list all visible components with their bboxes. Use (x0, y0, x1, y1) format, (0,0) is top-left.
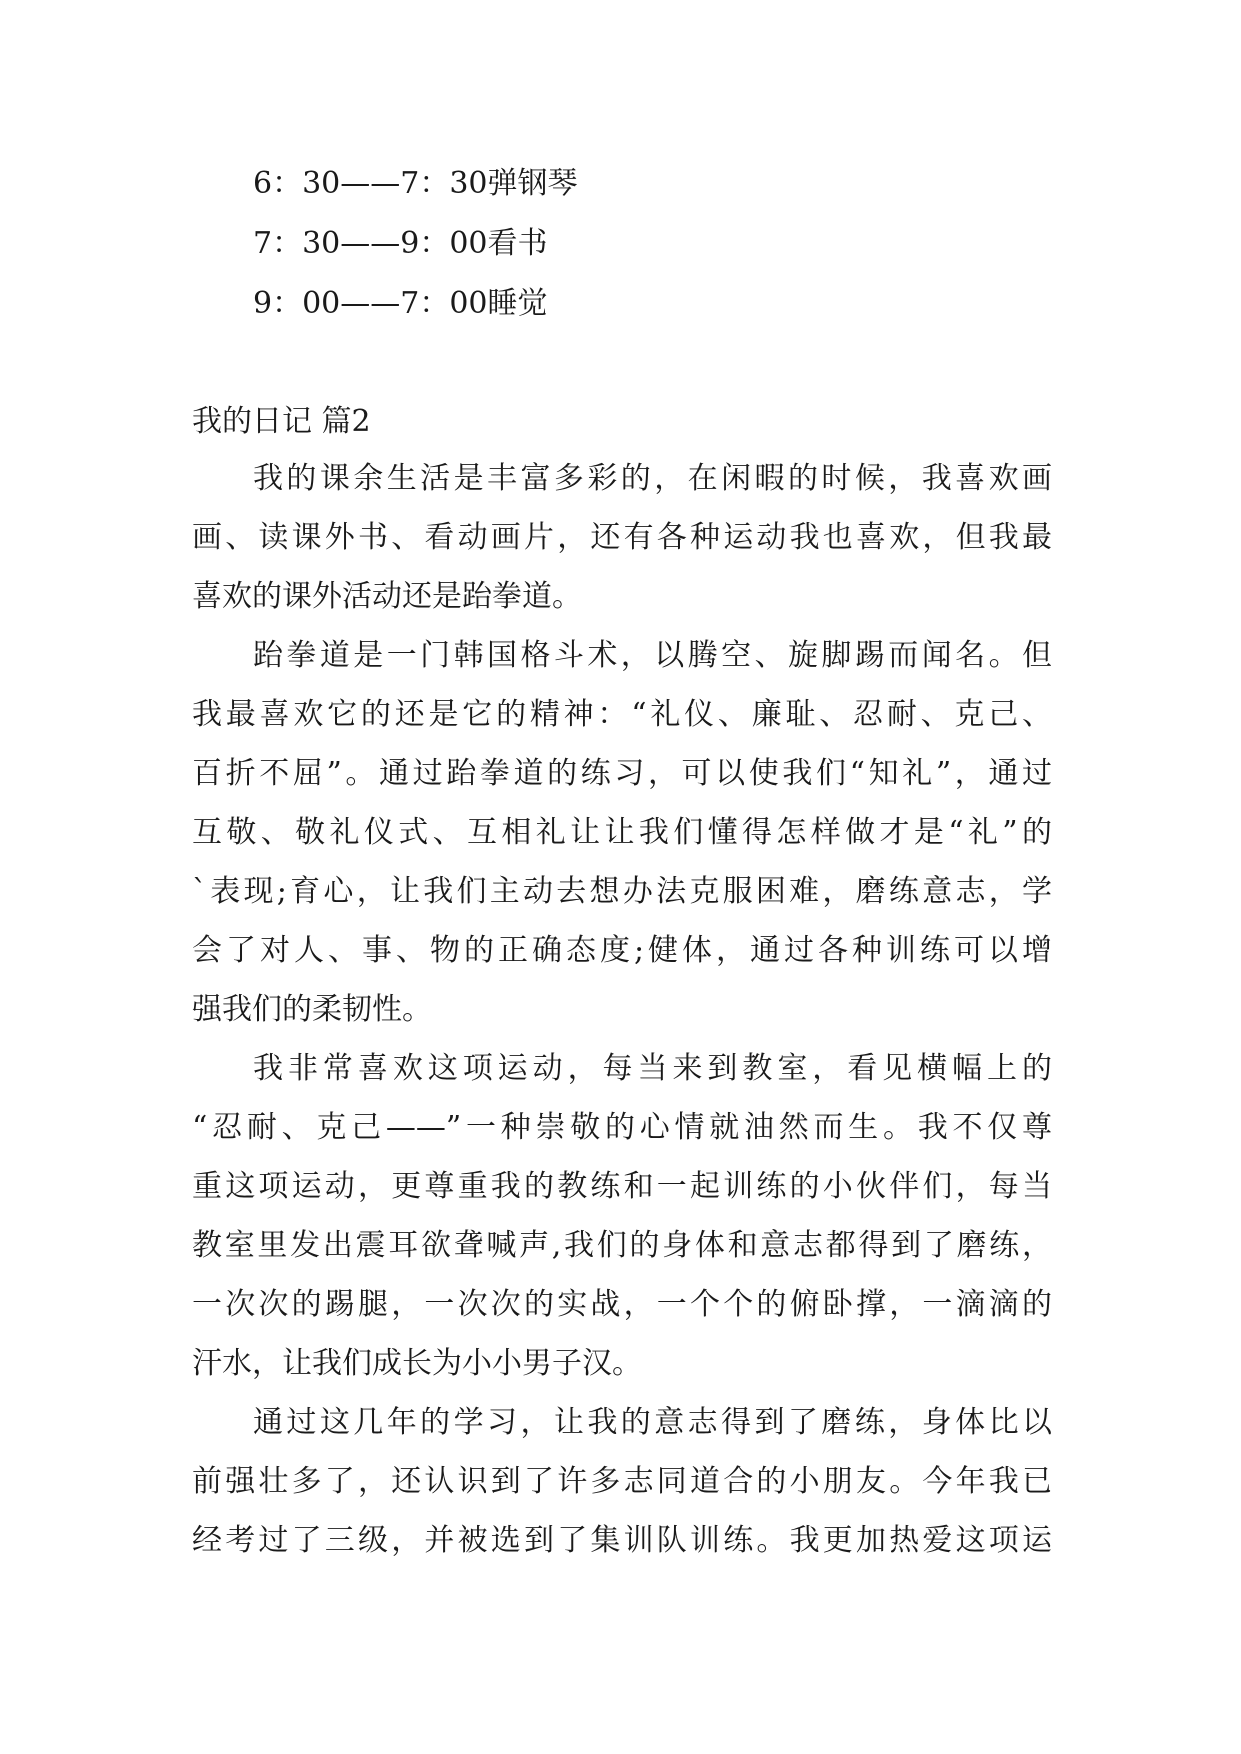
paragraph-line: 汗水，让我们成长为小小男子汉。 (192, 1346, 642, 1381)
paragraph-line: 教室里发出震耳欲聋喊声,我们的身体和意志都得到了磨练， (192, 1228, 1052, 1263)
paragraph-line: 重这项运动，更尊重我的教练和一起训练的小伙伴们，每当 (192, 1169, 1052, 1204)
schedule-activity: 看书 (487, 226, 548, 261)
paragraph-line: `表现;育心，让我们主动去想办法克服困难，磨练意志，学 (192, 874, 1052, 909)
schedule-time: 6：30——7：30 (253, 166, 488, 201)
paragraph-line: 喜欢的课外活动还是跆拳道。 (192, 579, 582, 614)
paragraph-line: 一次次的踢腿，一次次的实战，一个个的俯卧撑，一滴滴的 (192, 1287, 1052, 1322)
schedule-time: 7：30——9：00 (253, 226, 488, 261)
paragraph-line: 跆拳道是一门韩国格斗术，以腾空、旋脚踢而闻名。但 (253, 638, 1052, 673)
schedule-line (253, 284, 548, 324)
paragraph-line: 会了对人、事、物的正确态度;健体，通过各种训练可以增 (192, 933, 1052, 968)
paragraph-line: 强我们的柔韧性。 (192, 992, 432, 1027)
paragraph-line: 我最喜欢它的还是它的精神：“礼仪、廉耻、忍耐、克己、 (192, 697, 1052, 732)
paragraph-line: 我非常喜欢这项运动，每当来到教室，看见横幅上的 (253, 1051, 1052, 1086)
section-title: 我的日记 篇2 (192, 404, 371, 439)
paragraph-line: 百折不屈”。通过跆拳道的练习，可以使我们“知礼”，通过 (192, 756, 1052, 791)
schedule-line (253, 164, 578, 204)
paragraph-line: 画、读课外书、看动画片，还有各种运动我也喜欢，但我最 (192, 520, 1052, 555)
schedule-line (253, 224, 548, 264)
paragraph-line: 前强壮多了，还认识到了许多志同道合的小朋友。今年我已 (192, 1464, 1052, 1499)
paragraph-line: “忍耐、克己——”一种崇敬的心情就油然而生。我不仅尊 (192, 1110, 1052, 1145)
schedule-activity: 睡觉 (487, 286, 548, 321)
schedule-activity: 弹钢琴 (487, 166, 578, 201)
paragraph-line: 互敬、敬礼仪式、互相礼让让我们懂得怎样做才是“礼”的 (192, 815, 1052, 850)
paragraph-line: 经考过了三级，并被选到了集训队训练。我更加热爱这项运 (192, 1523, 1052, 1558)
paragraph-line: 我的课余生活是丰富多彩的，在闲暇的时候，我喜欢画 (253, 461, 1052, 496)
paragraph-line: 通过这几年的学习，让我的意志得到了磨练，身体比以 (253, 1405, 1052, 1440)
schedule-time: 9：00——7：00 (253, 286, 488, 321)
